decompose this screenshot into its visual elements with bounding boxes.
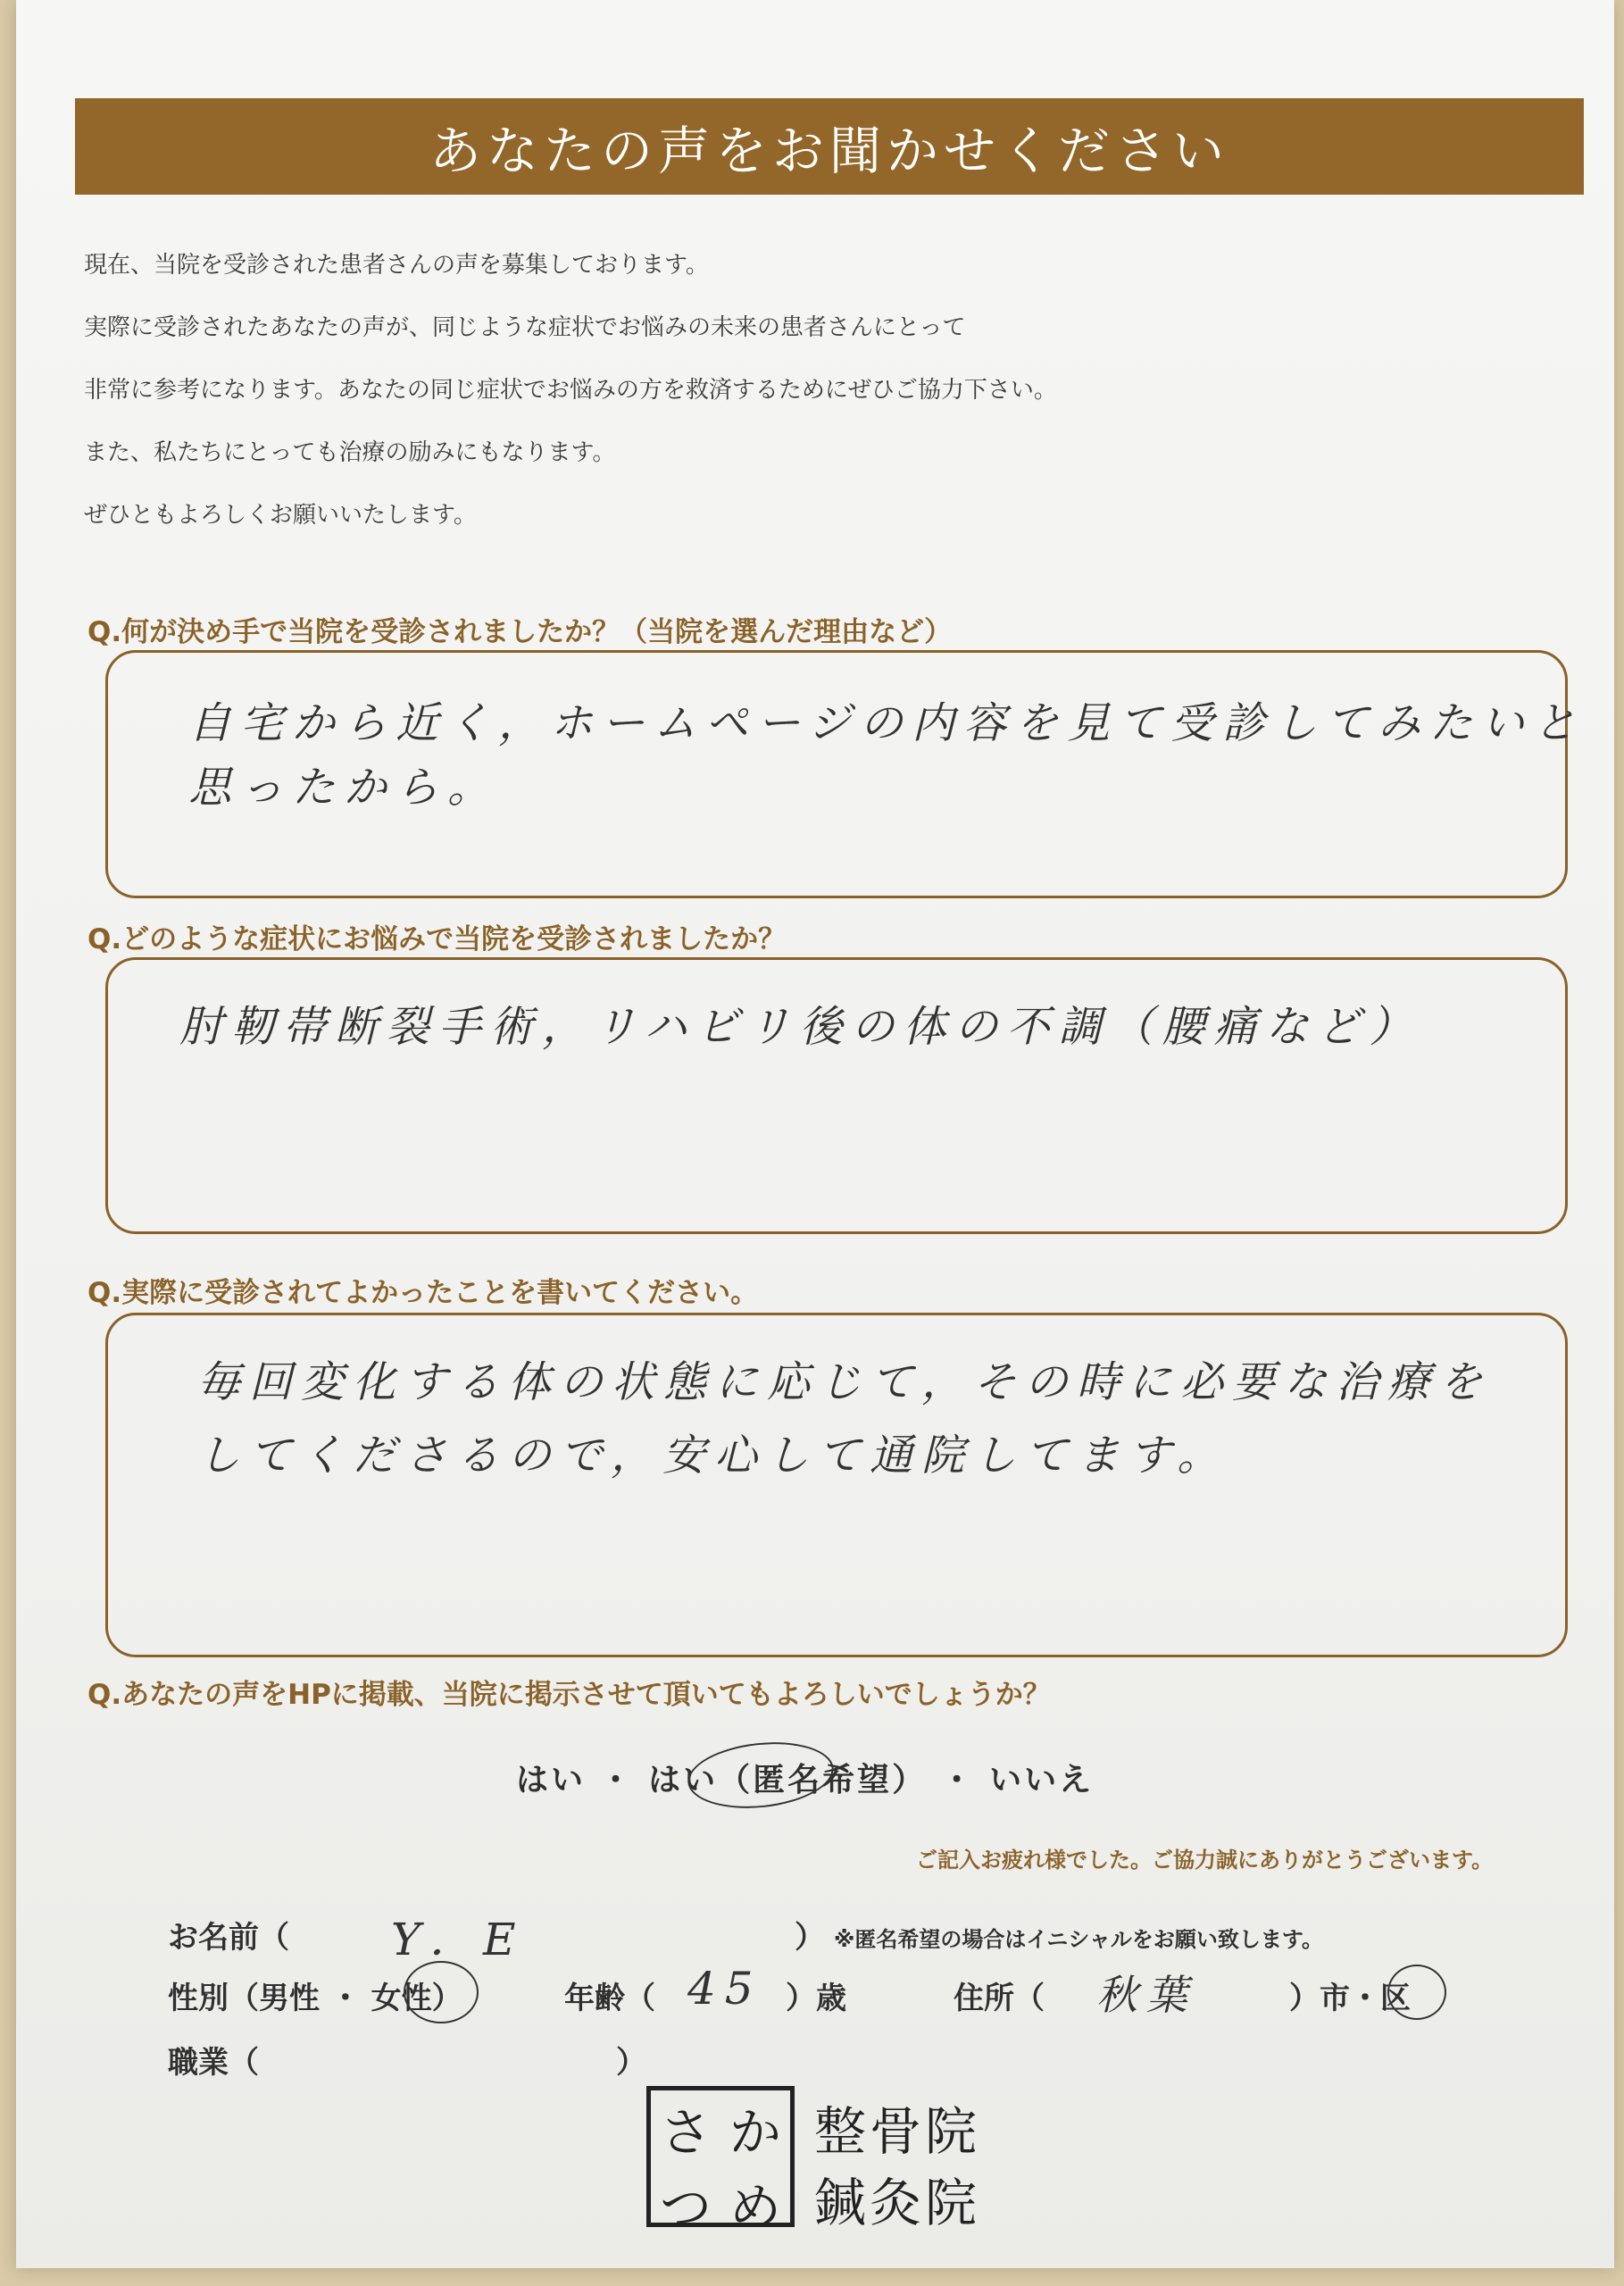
question-2-answer-box[interactable] [105, 957, 1568, 1234]
intro-line: ぜひともよろしくお願いいたします。 [84, 502, 477, 529]
gender-field[interactable]: 性別（男性 ・ 女性） [168, 1981, 462, 2016]
consent-options[interactable]: はい ・ はい（匿名希望） ・ いいえ [516, 1762, 1095, 1798]
age-value[interactable]: 45 [687, 1963, 762, 2015]
name-label: お名前（ [168, 1920, 289, 1956]
address-label: 住所（ [954, 1981, 1045, 2016]
logo-box [646, 2086, 795, 2238]
question-3-answer-line: してくださるので，安心して通院してます。 [197, 1431, 1229, 1481]
address-value[interactable]: 秋葉 [1096, 1971, 1196, 2019]
address-selected-circle [1387, 1965, 1446, 2020]
question-1-answer-line: 自宅から近く，ホームページの内容を見て受診してみたいと [188, 698, 1586, 748]
logo-line-1: 整骨院 [814, 2101, 981, 2162]
name-row [168, 1913, 289, 1956]
question-1-answer-box[interactable] [105, 650, 1586, 898]
logo-line-2: 鍼灸院 [814, 2173, 981, 2233]
question-4-label: Q.あなたの声をHPに掲載、当院に掲示させて頂いてもよろしいでしょうか？ [87, 1679, 1051, 1711]
age-suffix: ）歳 [786, 1981, 846, 2016]
job-field[interactable] [284, 2038, 605, 2077]
question-2-label: Q.どのような症状にお悩みで当院を受診されましたか？ [87, 923, 787, 955]
name-close: ） [795, 1920, 825, 1956]
question-1-answer-line: 思ったから。 [188, 763, 500, 813]
question-3-answer-box[interactable] [105, 1313, 1568, 1657]
page-title: あなたの声をお聞かせください [429, 121, 1229, 181]
selected-option-circle [685, 1736, 837, 1815]
intro-line: 実際に受診されたあなたの声が、同じような症状でお悩みの未来の患者さんにとって [84, 314, 966, 341]
logo-char: つ [659, 2177, 712, 2238]
address-suffix: ）市・区 [1289, 1981, 1411, 2016]
question-1-label: Q.何が決め手で当院を受診されましたか？（当院を選んだ理由など） [87, 616, 953, 648]
intro-line: また、私たちにとっても治療の励みにもなります。 [84, 439, 616, 466]
logo-char: か [729, 2102, 781, 2163]
thanks-message: ご記入お疲れ様でした。ご協力誠にありがとうございます。 [916, 1848, 1494, 1873]
age-label: 年齢（ [564, 1981, 655, 2016]
title-banner [75, 98, 1584, 195]
intro-text [84, 234, 1423, 546]
gender-selected-circle [404, 1961, 479, 2023]
intro-line: 現在、当院を受診された患者さんの声を募集しております。 [84, 252, 709, 279]
name-value[interactable]: Y．E [391, 1914, 525, 1965]
logo-char: さ [659, 2102, 712, 2163]
intro-line: 非常に参考になります。あなたの同じ症状でお悩みの方を救済するためにぜひご協力下さい。 [84, 377, 1057, 404]
question-2-answer-line: 肘靭帯断裂手術，リハビリ後の体の不調（腰痛など） [179, 1002, 1421, 1052]
question-3-label: Q.実際に受診されてよかったことを書いてください。 [87, 1277, 759, 1309]
job-close: ） [616, 2045, 646, 2081]
logo-char: め [729, 2177, 781, 2238]
job-label: 職業（ [168, 2045, 259, 2081]
question-3-answer-line: 毎回変化する体の状態に応じて，その時に必要な治療を [197, 1357, 1492, 1407]
survey-sheet [16, 0, 1614, 2268]
name-note: ※匿名希望の場合はイニシャルをお願い致します。 [834, 1927, 1323, 1952]
